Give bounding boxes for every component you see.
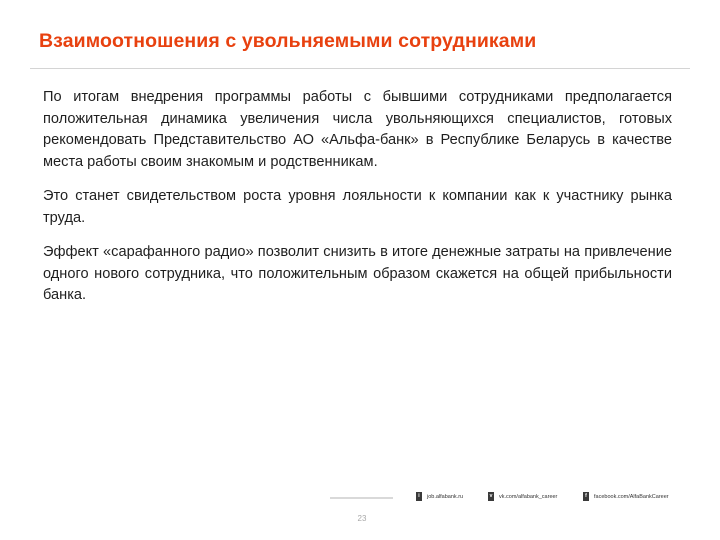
footer-link-facebook[interactable] <box>583 492 669 501</box>
paragraph-3: Эффект «сарафанного радио» позволит снизить в итоге денежные затраты на привлечение одного нового сотрудника, что положительным образом скажется на общей прибыльности банка. <box>43 244 672 303</box>
slide-title: Взаимоотношения с увольняемыми сотрудниками <box>39 30 537 52</box>
footer-link-facebook-text: facebook.com/AlfaBankCareer <box>594 493 669 500</box>
footer-link-vk-text: vk.com/alfabank_career <box>499 493 558 500</box>
footer-link-site-text: job.alfabank.ru <box>427 493 464 500</box>
slide-body <box>43 87 672 320</box>
footer-link-site[interactable] <box>416 492 463 501</box>
title-divider <box>30 68 690 69</box>
vk-icon: v <box>489 493 493 499</box>
footer-links <box>0 492 720 504</box>
page-number: 23 <box>357 514 367 523</box>
facebook-icon: f <box>583 492 589 501</box>
footer-link-vk[interactable] <box>488 492 557 501</box>
paragraph-2: Это станет свидетельством роста уровня лояльности к компании как к участнику рынка труда. <box>43 188 672 226</box>
site-icon: i <box>416 492 422 501</box>
paragraph-1: По итогам внедрения программы работы с бывшими сотрудниками предполагается положительная динамика увеличения числа увольняющихся специалистов, готовых рекомендовать Представительство АО «Альфа-банк» в Республике Беларусь в качестве места работы своим знакомым и родственникам. <box>43 89 672 170</box>
